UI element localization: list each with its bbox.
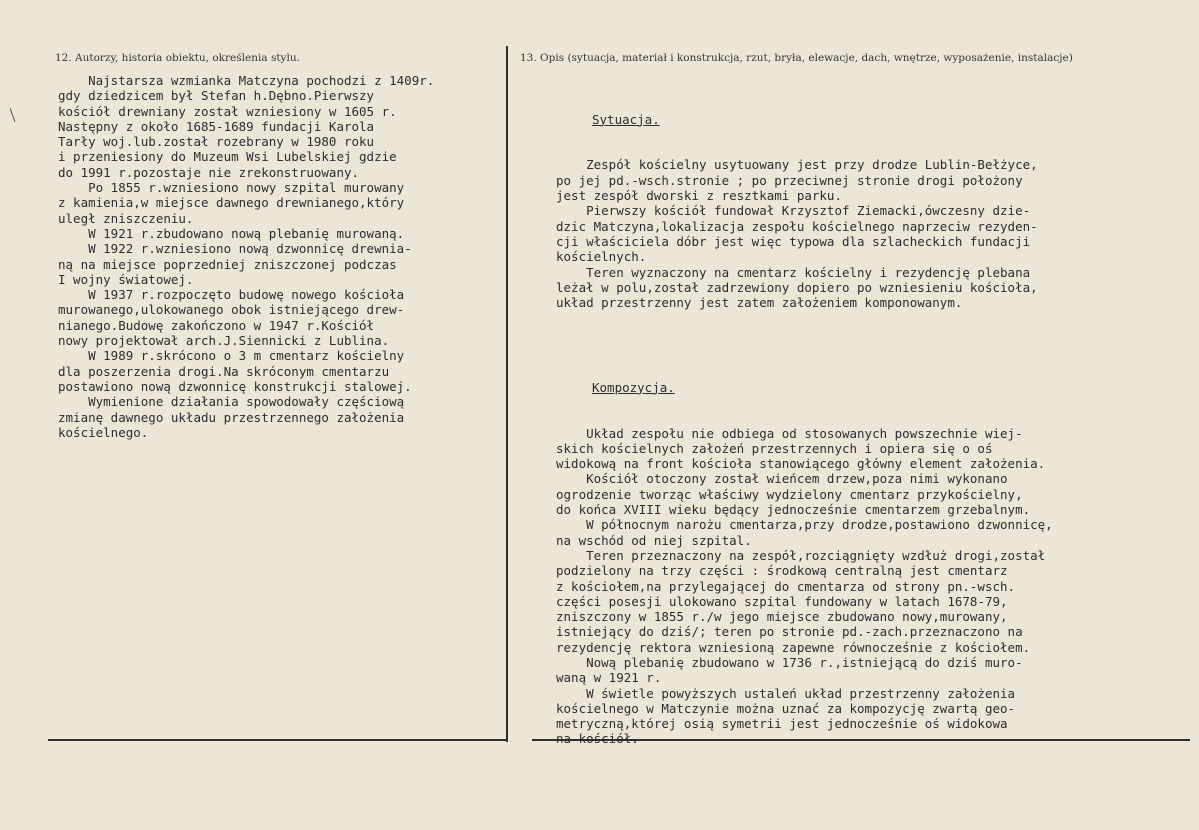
text-line: po jej pd.-wsch.stronie ; po przeciwnej stronie drogi położony — [556, 172, 1023, 188]
text-line: W 1922 r.wzniesiono nową dzwonnicę drewnia- — [58, 241, 412, 257]
text-line: układ przestrzenny jest zatem założeniem komponowanym. — [556, 295, 963, 311]
text-line: cji właściciela dóbr jest więc typowa dla szlacheckich fundacji — [556, 233, 1031, 249]
section-13-header: 13. Opis (sytuacja, materiał i konstrukcja, rzut, bryła, elewacje, dach, wnętrze, wyposażenie, instalacje) — [520, 52, 1073, 64]
text-line: z kościołem,na przylegającej do cmentarza od strony pn.-wsch. — [556, 578, 1016, 594]
text-line: Kościół otoczony został wieńcem drzew,poza nimi wykonano — [556, 471, 1008, 487]
section-title-situation: Sytuacja. — [592, 111, 660, 127]
situation-paragraphs — [556, 157, 1053, 310]
composition-paragraphs — [556, 426, 1053, 747]
text-line: skich kościelnych założeń przestrzennych i opiera się o oś — [556, 440, 993, 456]
text-line: istniejący do dziś/; teren po stronie pd.-zach.przeznaczono na — [556, 624, 1023, 640]
text-line: Nową plebanię zbudowano w 1736 r.,istniejącą do dziś muro- — [556, 654, 1023, 670]
text-line: uległ zniszczeniu. — [58, 210, 194, 226]
text-line: murowanego,ulokowanego obok istniejącego drew- — [58, 302, 405, 318]
text-line: ną na miejsce poprzedniej zniszczonej podczas — [58, 256, 397, 272]
text-line: zniszczony w 1855 r./w jego miejsce zbudowano nowy,murowany, — [556, 609, 1008, 625]
column-divider — [506, 46, 508, 742]
text-line: rezydencję rektora wzniesioną zapewne równocześnie z kościołem. — [556, 639, 1031, 655]
text-line: z kamienia,w miejsce dawnego drewnianego,który — [58, 195, 405, 211]
text-line: W 1989 r.skrócono o 3 m cmentarz kościelny — [58, 348, 405, 364]
text-line: na kościół. — [556, 731, 639, 747]
text-line: i przeniesiony do Muzeum Wsi Lubelskiej gdzie — [58, 149, 397, 165]
text-line: leżał w polu,został zadrzewiony dopiero po wzniesieniu kościoła, — [556, 279, 1038, 295]
bottom-rule-left — [48, 739, 507, 741]
text-line: Pierwszy kościół fundował Krzysztof Ziemacki,ówczesny dzie- — [556, 203, 1031, 219]
text-line: Układ zespołu nie odbiega od stosowanych powszechnie wiej- — [556, 425, 1023, 441]
text-line: postawiono nową dzwonnicę konstrukcji stalowej. — [58, 378, 412, 394]
text-line: do końca XVIII wieku będący jednocześnie cmentarzem grzebalnym. — [556, 502, 1031, 518]
text-line: dzic Matczyna,lokalizacja zespołu kościelnego naprzeciw rezyden- — [556, 218, 1038, 234]
text-line: Tarły woj.lub.został rozebrany w 1980 roku — [58, 134, 375, 150]
text-line: dla poszerzenia drogi.Na skróconym cmentarzu — [58, 363, 390, 379]
text-line: ogrodzenie tworząc właściwy wydzielony cmentarz przykościelny, — [556, 486, 1023, 502]
text-line: nianego.Budowę zakończono w 1947 r.Kościół — [58, 317, 375, 333]
text-line: kościelnego. — [58, 424, 149, 440]
text-line: Teren przeznaczony na zespół,rozciągnięty wzdłuż drogi,został — [556, 547, 1046, 563]
text-line: I wojny światowej. — [58, 271, 194, 287]
text-line: kościół drewniany został wzniesiony w 1605 r. — [58, 103, 397, 119]
text-line: Najstarsza wzmianka Matczyna pochodzi z 1409r. — [58, 73, 435, 88]
text-line: nowy projektował arch.J.Siennicki z Lublina. — [58, 333, 390, 349]
text-line: jest zespół dworski z resztkami parku. — [556, 188, 842, 204]
history-text-column — [58, 73, 434, 440]
text-line: do 1991 r.pozostaje nie zrekonstruowany. — [58, 164, 360, 180]
text-line: Następny z około 1685-1689 fundacji Karola — [58, 118, 375, 134]
text-line: na wschód od niej szpital. — [556, 532, 752, 548]
margin-mark — [10, 108, 16, 121]
text-line: podzielony na trzy części : środkową centralną jest cmentarz — [556, 563, 1008, 579]
section-12-header: 12. Autorzy, historia obiektu, określenia stylu. — [55, 52, 300, 64]
text-line: W 1937 r.rozpoczęto budowę nowego kościoła — [58, 287, 405, 303]
text-line: części posesji ulokowano szpital fundowany w latach 1678-79, — [556, 593, 1008, 609]
text-line: W północnym narożu cmentarza,przy drodze,postawiono dzwonnicę, — [556, 517, 1053, 533]
text-line: gdy dziedzicem był Stefan h.Dębno.Pierwszy — [58, 88, 375, 104]
text-line: Po 1855 r.wzniesiono nowy szpital murowany — [58, 180, 405, 196]
text-line: zmianę dawnego układu przestrzennego założenia — [58, 409, 405, 425]
text-line: kościelnego w Matczynie można uznać za kompozycję zwartą geo- — [556, 700, 1016, 716]
text-line: kościelnych. — [556, 249, 647, 265]
section-title-composition: Kompozycja. — [592, 379, 675, 395]
text-line: W 1921 r.zbudowano nową plebanię murowaną. — [58, 225, 405, 241]
text-line: waną w 1921 r. — [556, 670, 662, 686]
text-line: W świetle powyższych ustaleń układ przestrzenny założenia — [556, 685, 1016, 701]
text-line: Wymienione działania spowodowały częściową — [58, 394, 405, 410]
text-line: metryczną,której osią symetrii jest jednocześnie oś widokowa — [556, 716, 1008, 732]
text-line: Teren wyznaczony na cmentarz kościelny i rezydencję plebana — [556, 264, 1031, 280]
description-text-column — [556, 81, 1053, 777]
text-line: widokową na front kościoła stanowiącego główny element założenia. — [556, 456, 1046, 472]
text-line: Zespół kościelny usytuowany jest przy drodze Lublin-Bełżyce, — [556, 157, 1038, 173]
